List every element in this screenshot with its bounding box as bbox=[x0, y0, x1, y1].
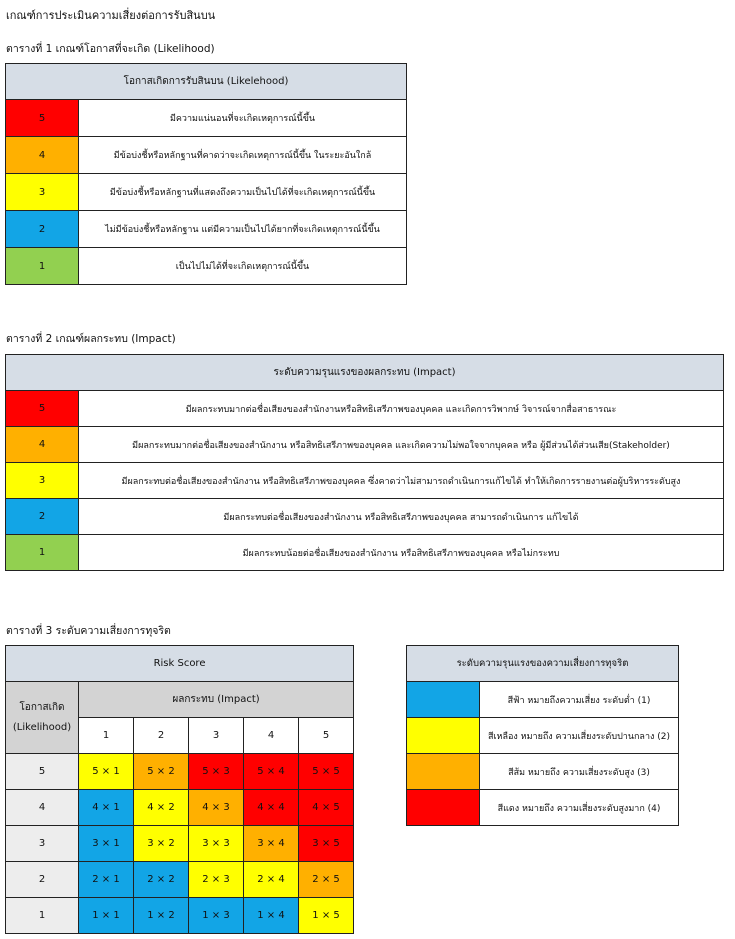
risk-matrix bbox=[5, 645, 354, 934]
legend-swatch bbox=[407, 718, 480, 754]
impact-level-cell: 3 bbox=[6, 463, 79, 499]
impact-row bbox=[6, 391, 724, 427]
impact-row bbox=[6, 499, 724, 535]
matrix-cell: 1 × 5 bbox=[299, 898, 354, 934]
matrix-cell: 4 × 5 bbox=[299, 790, 354, 826]
likelihood-level-cell: 3 bbox=[6, 174, 79, 211]
matrix-cell: 2 × 3 bbox=[189, 862, 244, 898]
matrix-cell: 5 × 2 bbox=[134, 754, 189, 790]
impact-description: มีผลกระทบมากต่อชื่อเสียงของสำนักงาน หรือสิทธิเสรีภาพของบุคคล และเกิดความไม่พอใจจากบุคคล หรือ ผู้มีส่วนได้ส่วนเสีย(Stakeholder) bbox=[79, 427, 724, 463]
legend-swatch bbox=[407, 682, 480, 718]
impact-axis-header: ผลกระทบ (Impact) bbox=[79, 682, 354, 718]
legend-row bbox=[407, 790, 679, 826]
impact-row bbox=[6, 463, 724, 499]
matrix-cell: 4 × 2 bbox=[134, 790, 189, 826]
legend-label: สีฟ้า หมายถึงความเสี่ยง ระดับต่ำ (1) bbox=[480, 682, 679, 718]
impact-table bbox=[5, 354, 724, 571]
matrix-cell: 4 × 4 bbox=[244, 790, 299, 826]
likelihood-level-header: 4 bbox=[6, 790, 79, 826]
legend-label: สีเหลือง หมายถึง ความเสี่ยงระดับปานกลาง (2) bbox=[480, 718, 679, 754]
impact-row bbox=[6, 535, 724, 571]
impact-description: มีผลกระทบน้อยต่อชื่อเสียงของสำนักงาน หรือสิทธิเสรีภาพของบุคคล หรือไม่กระทบ bbox=[79, 535, 724, 571]
matrix-cell: 5 × 1 bbox=[79, 754, 134, 790]
matrix-cell: 3 × 4 bbox=[244, 826, 299, 862]
risk-score-header: Risk Score bbox=[6, 646, 354, 682]
likelihood-axis-header bbox=[6, 682, 79, 754]
impact-level-header: 5 bbox=[299, 718, 354, 754]
matrix-cell: 3 × 1 bbox=[79, 826, 134, 862]
likelihood-row bbox=[6, 211, 407, 248]
matrix-row bbox=[6, 790, 354, 826]
likelihood-level-header: 1 bbox=[6, 898, 79, 934]
legend-swatch bbox=[407, 790, 480, 826]
risk-legend-header: ระดับความรุนแรงของความเสี่ยงการทุจริต bbox=[407, 646, 679, 682]
matrix-cell: 2 × 5 bbox=[299, 862, 354, 898]
likelihood-level-header: 2 bbox=[6, 862, 79, 898]
matrix-row bbox=[6, 826, 354, 862]
table2-caption: ตารางที่ 2 เกณฑ์ผลกระทบ (Impact) bbox=[6, 333, 176, 345]
matrix-cell: 5 × 4 bbox=[244, 754, 299, 790]
page-title: เกณฑ์การประเมินความเสี่ยงต่อการรับสินบน bbox=[6, 9, 216, 22]
matrix-row bbox=[6, 862, 354, 898]
matrix-cell: 5 × 3 bbox=[189, 754, 244, 790]
legend-row bbox=[407, 718, 679, 754]
impact-level-cell: 1 bbox=[6, 535, 79, 571]
table3-caption: ตารางที่ 3 ระดับความเสี่ยงการทุจริต bbox=[6, 625, 171, 637]
legend-row bbox=[407, 682, 679, 718]
matrix-cell: 1 × 4 bbox=[244, 898, 299, 934]
impact-description: มีผลกระทบมากต่อชื่อเสียงของสำนักงานหรือสิทธิเสรีภาพของบุคคล และเกิดการวิพากษ์ วิจารณ์จากสื่อสาธารณะ bbox=[79, 391, 724, 427]
matrix-cell: 1 × 1 bbox=[79, 898, 134, 934]
impact-level-header: 3 bbox=[189, 718, 244, 754]
matrix-cell: 1 × 2 bbox=[134, 898, 189, 934]
matrix-cell: 1 × 3 bbox=[189, 898, 244, 934]
legend-label: สีแดง หมายถึง ความเสี่ยงระดับสูงมาก (4) bbox=[480, 790, 679, 826]
likelihood-table bbox=[5, 63, 407, 285]
impact-description: มีผลกระทบต่อชื่อเสียงของสำนักงาน หรือสิทธิเสรีภาพของบุคคล ซึ่งคาดว่าไม่สามารถดำเนินการแก้ไขได้ ทำให้เกิดการรายงานต่อผู้บริหารระดับสูง bbox=[79, 463, 724, 499]
matrix-cell: 3 × 3 bbox=[189, 826, 244, 862]
likelihood-row bbox=[6, 137, 407, 174]
legend-label: สีส้ม หมายถึง ความเสี่ยงระดับสูง (3) bbox=[480, 754, 679, 790]
matrix-cell: 4 × 3 bbox=[189, 790, 244, 826]
impact-level-cell: 5 bbox=[6, 391, 79, 427]
matrix-row bbox=[6, 898, 354, 934]
impact-table-header: ระดับความรุนแรงของผลกระทบ (Impact) bbox=[6, 355, 724, 391]
likelihood-level-cell: 2 bbox=[6, 211, 79, 248]
likelihood-description: ไม่มีข้อบ่งชี้หรือหลักฐาน แต่มีความเป็นไปได้ยากที่จะเกิดเหตุการณ์นี้ขึ้น bbox=[79, 211, 407, 248]
likelihood-axis-line1: โอกาสเกิด bbox=[19, 701, 65, 713]
likelihood-row bbox=[6, 100, 407, 137]
likelihood-level-cell: 5 bbox=[6, 100, 79, 137]
likelihood-description: เป็นไปไม่ได้ที่จะเกิดเหตุการณ์นี้ขึ้น bbox=[79, 248, 407, 285]
likelihood-table-header: โอกาสเกิดการรับสินบน (Likelehood) bbox=[6, 64, 407, 100]
impact-level-header: 1 bbox=[79, 718, 134, 754]
matrix-cell: 4 × 1 bbox=[79, 790, 134, 826]
matrix-cell: 2 × 1 bbox=[79, 862, 134, 898]
legend-row bbox=[407, 754, 679, 790]
matrix-cell: 5 × 5 bbox=[299, 754, 354, 790]
likelihood-level-header: 3 bbox=[6, 826, 79, 862]
matrix-cell: 2 × 4 bbox=[244, 862, 299, 898]
likelihood-level-header: 5 bbox=[6, 754, 79, 790]
table1-caption: ตารางที่ 1 เกณฑ์โอกาสที่จะเกิด (Likelihood) bbox=[6, 43, 215, 55]
likelihood-row bbox=[6, 248, 407, 285]
matrix-cell: 2 × 2 bbox=[134, 862, 189, 898]
likelihood-level-cell: 1 bbox=[6, 248, 79, 285]
legend-swatch bbox=[407, 754, 480, 790]
impact-level-header: 2 bbox=[134, 718, 189, 754]
likelihood-description: มีข้อบ่งชี้หรือหลักฐานที่คาดว่าจะเกิดเหตุการณ์นี้ขึ้น ในระยะอันใกล้ bbox=[79, 137, 407, 174]
impact-level-cell: 4 bbox=[6, 427, 79, 463]
impact-level-cell: 2 bbox=[6, 499, 79, 535]
matrix-cell: 3 × 5 bbox=[299, 826, 354, 862]
risk-legend bbox=[406, 645, 679, 826]
likelihood-level-cell: 4 bbox=[6, 137, 79, 174]
impact-level-header: 4 bbox=[244, 718, 299, 754]
likelihood-description: มีข้อบ่งชี้หรือหลักฐานที่แสดงถึงความเป็นไปได้ที่จะเกิดเหตุการณ์นี้ขึ้น bbox=[79, 174, 407, 211]
matrix-cell: 3 × 2 bbox=[134, 826, 189, 862]
impact-row bbox=[6, 427, 724, 463]
likelihood-axis-line2: (Likelihood) bbox=[12, 721, 72, 733]
matrix-row bbox=[6, 754, 354, 790]
likelihood-description: มีความแน่นอนที่จะเกิดเหตุการณ์นี้ขึ้น bbox=[79, 100, 407, 137]
likelihood-row bbox=[6, 174, 407, 211]
impact-description: มีผลกระทบต่อชื่อเสียงของสำนักงาน หรือสิทธิเสรีภาพของบุคคล สามารถดำเนินการ แก้ไขได้ bbox=[79, 499, 724, 535]
